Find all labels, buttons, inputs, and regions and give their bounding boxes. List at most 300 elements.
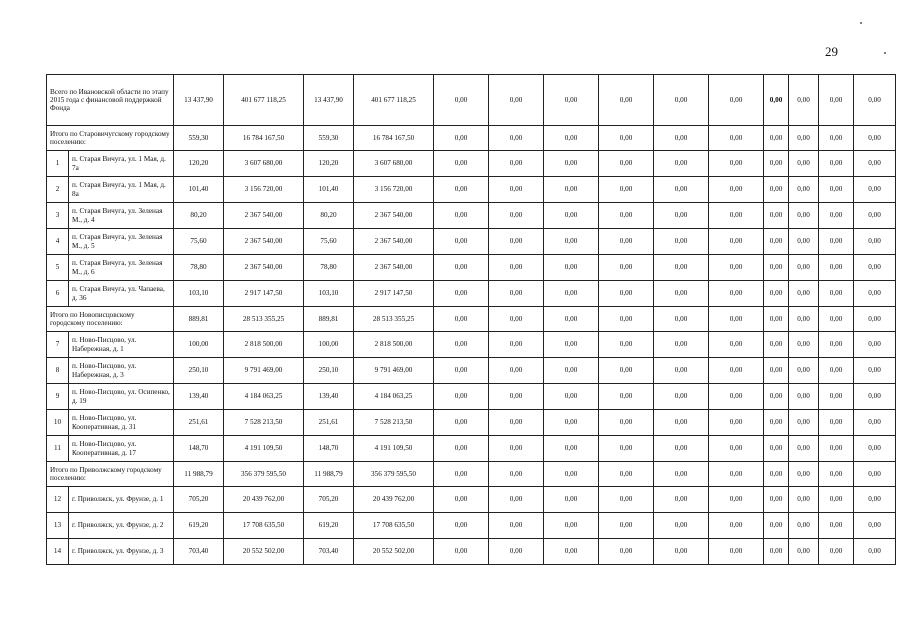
value-cell: 0,00 [654,539,709,565]
value-cell: 148,70 [174,436,224,462]
value-cell: 0,00 [544,436,599,462]
value-cell: 0,00 [819,513,854,539]
value-cell: 0,00 [544,281,599,307]
value-cell: 0,00 [854,255,896,281]
value-cell: 2 917 147,50 [354,281,434,307]
value-cell: 0,00 [599,332,654,358]
value-cell: 0,00 [764,410,789,436]
value-cell: 0,00 [819,436,854,462]
value-cell: 0,00 [599,126,654,151]
row-number: 12 [47,487,69,513]
value-cell: 3 156 720,00 [354,177,434,203]
value-cell: 0,00 [544,332,599,358]
value-cell: 103,10 [174,281,224,307]
value-cell: 13 437,90 [304,75,354,126]
address-cell: п. Ново-Писцово, ул. Осипенко, д. 19 [69,384,174,410]
value-cell: 0,00 [434,410,489,436]
value-cell: 0,00 [819,229,854,255]
value-cell: 0,00 [654,384,709,410]
value-cell: 703,40 [174,539,224,565]
value-cell: 0,00 [764,151,789,177]
value-cell: 0,00 [489,229,544,255]
value-cell: 0,00 [544,307,599,332]
value-cell: 0,00 [854,487,896,513]
value-cell: 250,10 [174,358,224,384]
value-cell: 0,00 [789,229,819,255]
value-cell: 0,00 [819,126,854,151]
value-cell: 0,00 [434,177,489,203]
value-cell: 0,00 [819,255,854,281]
value-cell: 0,00 [819,539,854,565]
value-cell: 0,00 [819,384,854,410]
value-cell: 0,00 [489,126,544,151]
value-cell: 619,20 [304,513,354,539]
value-cell: 4 184 063,25 [224,384,304,410]
value-cell: 559,30 [304,126,354,151]
row-number: 14 [47,539,69,565]
table-row [47,410,896,436]
value-cell: 0,00 [599,281,654,307]
value-cell: 100,00 [304,332,354,358]
value-cell: 0,00 [489,539,544,565]
value-cell: 0,00 [819,151,854,177]
value-cell: 619,20 [174,513,224,539]
row-number: 11 [47,436,69,462]
value-cell: 0,00 [544,358,599,384]
value-cell: 0,00 [599,75,654,126]
value-cell: 250,10 [304,358,354,384]
value-cell: 0,00 [434,513,489,539]
value-cell: 705,20 [174,487,224,513]
value-cell: 0,00 [654,281,709,307]
value-cell: 2 818 500,00 [354,332,434,358]
value-cell: 0,00 [489,384,544,410]
value-cell: 0,00 [599,462,654,487]
value-cell: 0,00 [789,384,819,410]
address-cell: п. Старая Вичуга, ул. Чапаева, д. 36 [69,281,174,307]
value-cell: 889,81 [304,307,354,332]
value-cell: 0,00 [819,177,854,203]
value-cell: 0,00 [709,513,764,539]
value-cell: 0,00 [709,75,764,126]
subtotal-label: Итого по Новописцовскому городскому поселению: [47,307,174,332]
value-cell: 0,00 [819,75,854,126]
value-cell: 0,00 [764,177,789,203]
value-cell: 17 708 635,50 [224,513,304,539]
value-cell: 0,00 [789,513,819,539]
value-cell: 0,00 [764,384,789,410]
value-cell: 0,00 [764,436,789,462]
value-cell: 0,00 [544,203,599,229]
value-cell: 2 367 540,00 [354,203,434,229]
table-row [47,487,896,513]
value-cell: 9 791 469,00 [354,358,434,384]
value-cell: 0,00 [854,203,896,229]
value-cell: 0,00 [599,384,654,410]
value-cell: 0,00 [789,462,819,487]
table-row [47,436,896,462]
value-cell: 0,00 [599,436,654,462]
value-cell: 0,00 [544,513,599,539]
value-cell: 0,00 [709,177,764,203]
value-cell: 0,00 [599,513,654,539]
value-cell: 0,00 [764,126,789,151]
value-cell: 0,00 [789,487,819,513]
value-cell: 0,00 [654,229,709,255]
value-cell: 0,00 [789,332,819,358]
value-cell: 4 191 109,50 [224,436,304,462]
row-number: 6 [47,281,69,307]
address-cell: п. Ново-Писцово, ул. Набережная, д. 1 [69,332,174,358]
value-cell: 401 677 118,25 [224,75,304,126]
value-cell: 0,00 [764,462,789,487]
value-cell: 0,00 [709,462,764,487]
value-cell: 16 784 167,50 [224,126,304,151]
value-cell: 0,00 [489,410,544,436]
value-cell: 0,00 [854,539,896,565]
value-cell: 78,80 [304,255,354,281]
row-number: 1 [47,151,69,177]
value-cell: 103,10 [304,281,354,307]
value-cell: 100,00 [174,332,224,358]
value-cell: 0,00 [434,539,489,565]
value-cell: 356 379 595,50 [224,462,304,487]
value-cell: 0,00 [654,513,709,539]
value-cell: 0,00 [819,281,854,307]
table-row [47,539,896,565]
value-cell: 0,00 [654,177,709,203]
value-cell: 0,00 [819,487,854,513]
value-cell: 2 367 540,00 [354,255,434,281]
value-cell: 0,00 [599,151,654,177]
table-row [47,229,896,255]
value-cell: 0,00 [789,255,819,281]
value-cell: 0,00 [489,462,544,487]
value-cell: 0,00 [544,75,599,126]
value-cell: 0,00 [789,281,819,307]
value-cell: 0,00 [434,281,489,307]
value-cell: 0,00 [764,539,789,565]
value-cell: 0,00 [544,384,599,410]
value-cell: 0,00 [764,255,789,281]
value-cell: 3 607 680,00 [354,151,434,177]
table-row [47,513,896,539]
value-cell: 0,00 [599,177,654,203]
value-cell: 0,00 [819,358,854,384]
value-cell: 11 988,79 [174,462,224,487]
value-cell: 139,40 [304,384,354,410]
value-cell: 0,00 [709,229,764,255]
value-cell: 356 379 595,50 [354,462,434,487]
value-cell: 0,00 [654,151,709,177]
value-cell: 0,00 [599,487,654,513]
value-cell: 0,00 [434,332,489,358]
value-cell: 0,00 [764,358,789,384]
value-cell: 0,00 [544,487,599,513]
value-cell: 0,00 [854,410,896,436]
value-cell: 0,00 [854,229,896,255]
value-cell: 0,00 [789,307,819,332]
value-cell: 3 156 720,00 [224,177,304,203]
address-cell: п. Старая Вичуга, ул. Зеленая М., д. 6 [69,255,174,281]
value-cell: 78,80 [174,255,224,281]
value-cell: 0,00 [654,410,709,436]
value-cell: 0,00 [764,332,789,358]
value-cell: 0,00 [654,307,709,332]
value-cell: 0,00 [709,487,764,513]
value-cell: 0,00 [764,307,789,332]
value-cell: 0,00 [599,229,654,255]
value-cell: 0,00 [599,410,654,436]
value-cell: 401 677 118,25 [354,75,434,126]
value-cell: 0,00 [489,203,544,229]
address-cell: г. Приволжск, ул. Фрунзе, д. 1 [69,487,174,513]
subtotal-row [47,462,896,487]
value-cell: 0,00 [654,75,709,126]
value-cell: 28 513 355,25 [354,307,434,332]
value-cell: 0,00 [434,436,489,462]
row-number: 3 [47,203,69,229]
value-cell: 0,00 [544,151,599,177]
value-cell: 0,00 [434,487,489,513]
page-number: 29 [825,44,838,59]
value-cell: 0,00 [544,177,599,203]
value-cell: 0,00 [489,436,544,462]
value-cell: 80,20 [174,203,224,229]
value-cell: 0,00 [764,487,789,513]
address-cell: п. Старая Вичуга, ул. 1 Мая, д. 8а [69,177,174,203]
table-row [47,151,896,177]
value-cell: 0,00 [489,513,544,539]
value-cell: 4 184 063,25 [354,384,434,410]
table-row [47,358,896,384]
value-cell: 0,00 [854,436,896,462]
value-cell: 0,00 [489,75,544,126]
value-cell: 0,00 [599,255,654,281]
value-cell: 0,00 [434,384,489,410]
value-cell: 0,00 [764,513,789,539]
value-cell: 0,00 [489,151,544,177]
value-cell: 17 708 635,50 [354,513,434,539]
value-cell: 0,00 [654,436,709,462]
value-cell: 0,00 [544,126,599,151]
value-cell: 0,00 [544,462,599,487]
value-cell: 0,00 [544,255,599,281]
table-row [47,384,896,410]
value-cell: 20 439 762,00 [224,487,304,513]
value-cell: 0,00 [819,462,854,487]
value-cell: 0,00 [764,203,789,229]
address-cell: п. Старая Вичуга, ул. 1 Мая, д. 7а [69,151,174,177]
address-cell: п. Старая Вичуга, ул. Зеленая М., д. 5 [69,229,174,255]
value-cell: 101,40 [174,177,224,203]
value-cell: 0,00 [854,332,896,358]
total-row [47,75,896,126]
value-cell: 0,00 [854,384,896,410]
value-cell: 559,30 [174,126,224,151]
value-cell: 0,00 [434,203,489,229]
value-cell: 148,70 [304,436,354,462]
value-cell: 20 552 502,00 [224,539,304,565]
value-cell: 0,00 [654,462,709,487]
value-cell: 2 367 540,00 [224,203,304,229]
value-cell: 0,00 [434,126,489,151]
row-number: 5 [47,255,69,281]
value-cell: 0,00 [789,410,819,436]
row-number: 13 [47,513,69,539]
value-cell: 0,00 [599,203,654,229]
row-number: 9 [47,384,69,410]
row-number: 8 [47,358,69,384]
value-cell: 0,00 [654,332,709,358]
value-cell: 0,00 [819,203,854,229]
value-cell: 2 367 540,00 [354,229,434,255]
value-cell: 0,00 [709,384,764,410]
value-cell: 101,40 [304,177,354,203]
value-cell: 0,00 [654,487,709,513]
value-cell: 0,00 [489,177,544,203]
subtotal-row [47,126,896,151]
value-cell: 0,00 [854,177,896,203]
address-cell: г. Приволжск, ул. Фрунзе, д. 3 [69,539,174,565]
value-cell: 0,00 [654,358,709,384]
value-cell: 0,00 [654,255,709,281]
value-cell: 0,00 [709,436,764,462]
value-cell: 0,00 [709,203,764,229]
value-cell: 0,00 [764,281,789,307]
value-cell: 0,00 [434,307,489,332]
value-cell: 20 439 762,00 [354,487,434,513]
value-cell: 0,00 [489,307,544,332]
value-cell: 0,00 [709,332,764,358]
value-cell: 2 367 540,00 [224,229,304,255]
subtotal-label: Итого по Приволжскому городскому поселению: [47,462,174,487]
value-cell: 2 367 540,00 [224,255,304,281]
value-cell: 0,00 [789,75,819,126]
row-number: 4 [47,229,69,255]
table-row [47,332,896,358]
value-cell: 0,00 [544,229,599,255]
address-cell: г. Приволжск, ул. Фрунзе, д. 2 [69,513,174,539]
value-cell: 0,00 [854,75,896,126]
subtotal-label: Итого по Старовичугскому городскому поселению: [47,126,174,151]
value-cell: 2 917 147,50 [224,281,304,307]
value-cell: 0,00 [854,307,896,332]
value-cell: 75,60 [304,229,354,255]
value-cell: 0,00 [434,358,489,384]
value-cell: 2 818 500,00 [224,332,304,358]
value-cell: 0,00 [789,436,819,462]
row-number: 7 [47,332,69,358]
value-cell: 0,00 [764,229,789,255]
value-cell: 0,00 [789,177,819,203]
value-cell: 251,61 [174,410,224,436]
housing-program-table [46,74,896,565]
table-body [47,75,896,565]
value-cell: 0,00 [789,151,819,177]
value-cell: 0,00 [709,126,764,151]
row-number: 10 [47,410,69,436]
value-cell: 0,00 [489,255,544,281]
value-cell: 0,00 [489,281,544,307]
value-cell: 0,00 [434,151,489,177]
value-cell: 0,00 [434,255,489,281]
value-cell: 0,00 [709,307,764,332]
value-cell: 0,00 [854,151,896,177]
value-cell: 7 528 213,50 [224,410,304,436]
value-cell: 0,00 [434,75,489,126]
row-number: 2 [47,177,69,203]
value-cell: 120,20 [304,151,354,177]
value-cell: 16 784 167,50 [354,126,434,151]
value-cell: 0,00 [709,358,764,384]
value-cell: 9 791 469,00 [224,358,304,384]
value-cell: 0,00 [789,358,819,384]
value-cell: 0,00 [544,539,599,565]
value-cell: 0,00 [819,332,854,358]
value-cell: 0,00 [709,410,764,436]
value-cell: 139,40 [174,384,224,410]
value-cell: 0,00 [854,126,896,151]
value-cell: 0,00 [599,358,654,384]
address-cell: п. Ново-Писцово, ул. Кооперативная, д. 31 [69,410,174,436]
value-cell: 0,00 [489,487,544,513]
value-cell: 3 607 680,00 [224,151,304,177]
value-cell: 20 552 502,00 [354,539,434,565]
value-cell: 0,00 [434,462,489,487]
value-cell: 0,00 [819,410,854,436]
value-cell: 0,00 [764,75,789,126]
value-cell: 0,00 [854,358,896,384]
value-cell: 0,00 [854,513,896,539]
value-cell: 4 191 109,50 [354,436,434,462]
value-cell: 80,20 [304,203,354,229]
value-cell: 0,00 [709,255,764,281]
value-cell: 889,81 [174,307,224,332]
address-cell: п. Старая Вичуга, ул. Зеленая М., д. 4 [69,203,174,229]
value-cell: 13 437,90 [174,75,224,126]
value-cell: 28 513 355,25 [224,307,304,332]
value-cell: 120,20 [174,151,224,177]
table-row [47,203,896,229]
value-cell: 0,00 [789,203,819,229]
value-cell: 0,00 [599,539,654,565]
address-cell: п. Ново-Писцово, ул. Набережная, д. 3 [69,358,174,384]
value-cell: 11 988,79 [304,462,354,487]
table-row [47,255,896,281]
value-cell: 0,00 [709,539,764,565]
value-cell: 0,00 [854,281,896,307]
value-cell: 0,00 [599,307,654,332]
value-cell: 7 528 213,50 [354,410,434,436]
value-cell: 0,00 [544,410,599,436]
total-label: Всего по Ивановской области по этапу 2015 года с финансовой поддержкой Фонда [47,75,174,126]
subtotal-row [47,307,896,332]
value-cell: 0,00 [489,332,544,358]
value-cell: 0,00 [789,539,819,565]
value-cell: 251,61 [304,410,354,436]
value-cell: 0,00 [709,281,764,307]
value-cell: 0,00 [854,462,896,487]
value-cell: 0,00 [819,307,854,332]
value-cell: 0,00 [489,358,544,384]
address-cell: п. Ново-Писцово, ул. Кооперативная, д. 17 [69,436,174,462]
table-row [47,177,896,203]
scan-speck [884,52,886,54]
value-cell: 0,00 [789,126,819,151]
scan-speck [860,22,862,24]
value-cell: 0,00 [434,229,489,255]
